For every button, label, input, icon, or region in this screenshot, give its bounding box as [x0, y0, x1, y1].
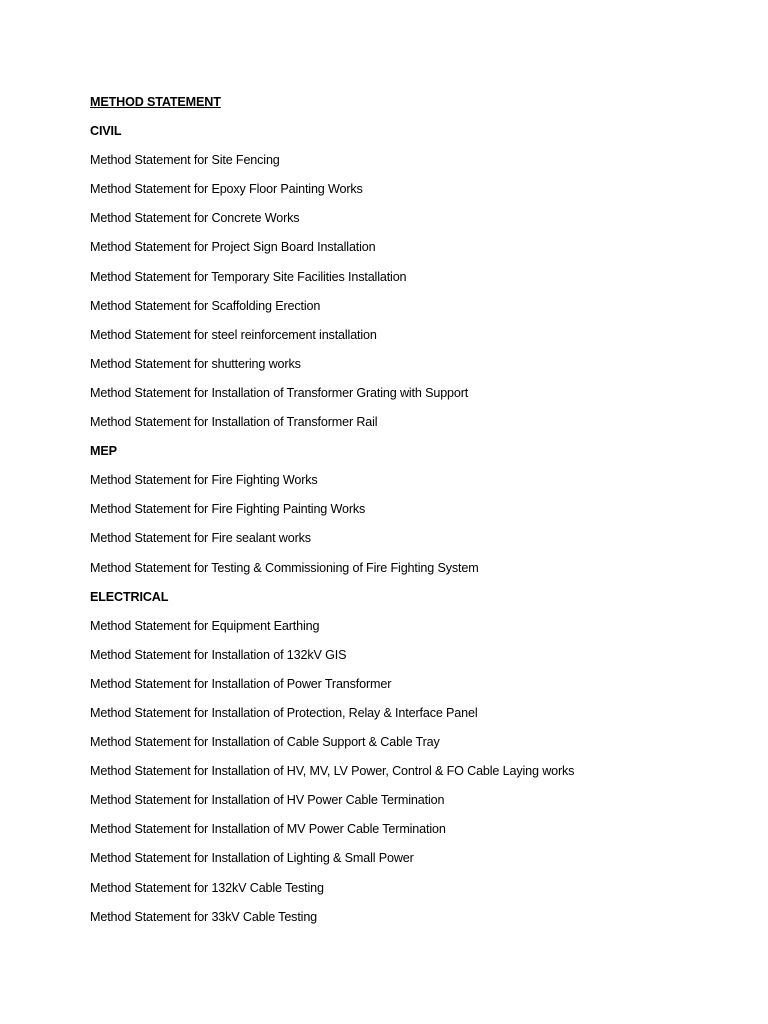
list-item: Method Statement for Installation of Protection, Relay & Interface Panel	[90, 705, 478, 720]
list-item: Method Statement for Site Fencing	[90, 153, 280, 168]
list-item: Method Statement for Fire Fighting Works	[90, 473, 318, 488]
list-item: Method Statement for Installation of Transformer Rail	[90, 415, 378, 430]
document-page	[90, 92, 750, 936]
list-item: Method Statement for Temporary Site Facilities Installation	[90, 269, 407, 284]
list-item: Method Statement for Project Sign Board Installation	[90, 240, 376, 255]
list-item: Method Statement for Installation of HV Power Cable Termination	[90, 793, 445, 808]
list-item: Method Statement for Fire sealant works	[90, 531, 311, 546]
section-heading-civil: CIVIL	[90, 124, 122, 139]
list-item: Method Statement for Installation of Power Transformer	[90, 676, 392, 691]
list-item: Method Statement for Installation of Transformer Grating with Support	[90, 385, 469, 400]
list-item: Method Statement for Fire Fighting Painting Works	[90, 502, 366, 517]
list-item: Method Statement for Installation of Lighting & Small Power	[90, 851, 414, 866]
list-item: Method Statement for Installation of 132kV GIS	[90, 647, 347, 662]
list-item: Method Statement for steel reinforcement installation	[90, 327, 377, 342]
list-item: Method Statement for 33kV Cable Testing	[90, 909, 318, 924]
list-item: Method Statement for Epoxy Floor Painting Works	[90, 182, 363, 197]
document-title: METHOD STATEMENT	[90, 95, 221, 109]
list-item: Method Statement for Installation of HV, MV, LV Power, Control & FO Cable Laying works	[90, 764, 575, 779]
list-item: Method Statement for 132kV Cable Testing	[90, 880, 324, 895]
list-item: Method Statement for Equipment Earthing	[90, 618, 320, 633]
list-item: Method Statement for Installation of MV Power Cable Termination	[90, 822, 446, 837]
list-item: Method Statement for Testing & Commissioning of Fire Fighting System	[90, 560, 479, 575]
list-item: Method Statement for shuttering works	[90, 356, 301, 371]
list-item: Method Statement for Scaffolding Erection	[90, 298, 321, 313]
list-item: Method Statement for Installation of Cable Support & Cable Tray	[90, 735, 440, 750]
section-heading-mep: MEP	[90, 444, 117, 459]
section-heading-electrical: ELECTRICAL	[90, 589, 169, 604]
list-item: Method Statement for Concrete Works	[90, 211, 300, 226]
